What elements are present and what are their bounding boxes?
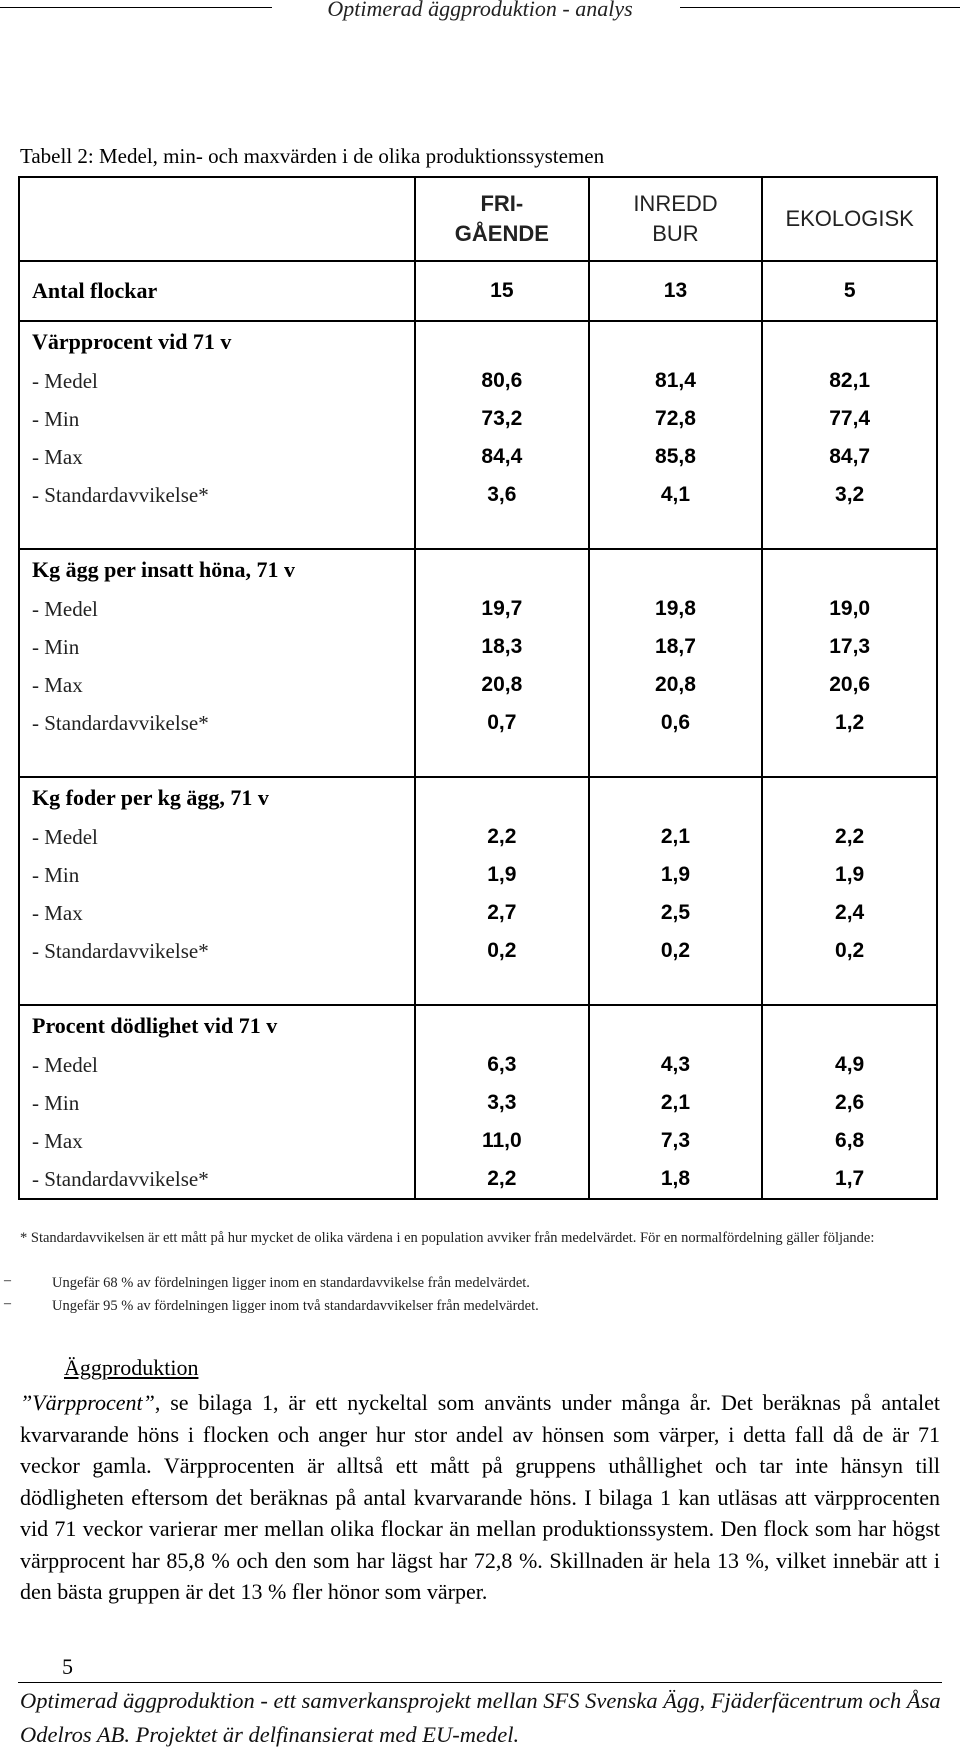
- cell-value: 2,7: [415, 894, 589, 932]
- group-title-row: [20, 549, 936, 590]
- row-label: - Medel: [32, 596, 98, 621]
- running-header: [0, 0, 960, 22]
- row-label: - Min: [32, 634, 80, 659]
- table-row: [20, 590, 936, 628]
- row-label: Antal flockar: [20, 261, 415, 321]
- group-title: Procent dödlighet vid 71 v: [32, 1013, 278, 1038]
- row-label: - Max: [32, 1128, 83, 1153]
- footer-rule: [18, 1682, 942, 1683]
- table-row: [20, 1084, 936, 1122]
- table-row: [20, 704, 936, 742]
- cell-value: 15: [415, 261, 589, 321]
- cell-value: 17,3: [762, 628, 936, 666]
- row-flocks: [20, 261, 936, 321]
- cell-value: 1,7: [762, 1160, 936, 1198]
- row-label: - Standardavvikelse*: [32, 1166, 209, 1191]
- page-number: 5: [62, 1654, 73, 1679]
- table-header-row: [20, 178, 936, 261]
- table-row: [20, 1122, 936, 1160]
- row-label: - Standardavvikelse*: [32, 482, 209, 507]
- paragraph-text: , se bilaga 1, är ett nyckeltal som använts under många år. Det beräknas på antalet kvarvarande höns i flocken och anger hur stor andel av hönsen som värper, i detta fall då de är 71 veckor gamla. Värpprocenten är alltså ett mått på gruppens uthållighet och tar inte hänsyn till dödligheten eftersom det beräknas på antal kvarvarande höns. I bilaga 1 kan utläsas att värpprocenten vid 71 veckor varierar mer mellan olika flockar än mellan produktionssystem. Den flock som har högst värpprocent har 85,8 % och den som har lägst har 72,8 %. Skillnaden är hela 13 %, vilket innebär att i den bästa gruppen är det 13 % fler hönor som värper.: [20, 1390, 940, 1604]
- cell-value: 11,0: [415, 1122, 589, 1160]
- bullet-dash: –: [4, 1273, 11, 1288]
- cell-value: 1,9: [415, 856, 589, 894]
- col-header-frigaende: FRI- GÅENDE: [415, 178, 589, 261]
- cell-value: 3,2: [762, 476, 936, 514]
- cell-value: 20,8: [415, 666, 589, 704]
- spacer-row: [20, 970, 936, 1005]
- table-row: [20, 856, 936, 894]
- table-row: [20, 1160, 936, 1198]
- spacer-row: [20, 514, 936, 549]
- row-label: - Min: [32, 862, 80, 887]
- cell-value: 81,4: [589, 362, 763, 400]
- row-label: - Standardavvikelse*: [32, 938, 209, 963]
- cell-value: 2,2: [762, 818, 936, 856]
- cell-value: 84,4: [415, 438, 589, 476]
- table-row: [20, 628, 936, 666]
- cell-value: 85,8: [589, 438, 763, 476]
- cell-value: 7,3: [589, 1122, 763, 1160]
- cell-value: 1,2: [762, 704, 936, 742]
- table-row: [20, 1046, 936, 1084]
- header-empty-cell: [20, 178, 415, 261]
- cell-value: 3,3: [415, 1084, 589, 1122]
- cell-value: 18,7: [589, 628, 763, 666]
- section-heading: Äggproduktion: [64, 1355, 199, 1380]
- cell-value: 6,3: [415, 1046, 589, 1084]
- cell-value: 82,1: [762, 362, 936, 400]
- group-title: Värpprocent vid 71 v: [32, 329, 232, 354]
- cell-value: 4,9: [762, 1046, 936, 1084]
- cell-value: 6,8: [762, 1122, 936, 1160]
- running-header-text: Optimerad äggproduktion - analys: [317, 0, 642, 21]
- table-row: [20, 894, 936, 932]
- cell-value: 4,3: [589, 1046, 763, 1084]
- footnote-bullet: Ungefär 68 % av fördelningen ligger inom en standardavvikelse från medelvärdet.: [52, 1275, 530, 1291]
- row-label: - Max: [32, 444, 83, 469]
- col-header-inredd-bur: INREDD BUR: [589, 178, 763, 261]
- cell-value: 1,9: [589, 856, 763, 894]
- cell-value: 0,2: [762, 932, 936, 970]
- row-label: - Standardavvikelse*: [32, 710, 209, 735]
- cell-value: 2,5: [589, 894, 763, 932]
- cell-value: 4,1: [589, 476, 763, 514]
- cell-value: 0,7: [415, 704, 589, 742]
- group-title-row: [20, 321, 936, 362]
- table-row: [20, 438, 936, 476]
- spacer-row: [20, 742, 936, 777]
- data-table: [18, 176, 938, 1200]
- row-label: - Medel: [32, 824, 98, 849]
- row-label: - Max: [32, 672, 83, 697]
- cell-value: 2,1: [589, 818, 763, 856]
- cell-value: 19,0: [762, 590, 936, 628]
- table-row: [20, 476, 936, 514]
- row-label: - Min: [32, 1090, 80, 1115]
- cell-value: 5: [762, 261, 936, 321]
- cell-value: 0,6: [589, 704, 763, 742]
- cell-value: 80,6: [415, 362, 589, 400]
- group-title-row: [20, 1005, 936, 1046]
- row-label: - Medel: [32, 1052, 98, 1077]
- page-footer: Optimerad äggproduktion - ett samverkansprojekt mellan SFS Svenska Ägg, Fjäderfäcentrum och Åsa Odelros AB. Projektet är delfinansierat med EU-medel.: [20, 1688, 941, 1747]
- cell-value: 1,9: [762, 856, 936, 894]
- table-row: [20, 932, 936, 970]
- table-row: [20, 362, 936, 400]
- cell-value: 77,4: [762, 400, 936, 438]
- cell-value: 19,7: [415, 590, 589, 628]
- cell-value: 2,2: [415, 818, 589, 856]
- bullet-dash: –: [4, 1296, 11, 1311]
- footnote-bullet: Ungefär 95 % av fördelningen ligger inom två standardavvikelser från medelvärdet.: [52, 1298, 539, 1314]
- cell-value: 73,2: [415, 400, 589, 438]
- cell-value: 3,6: [415, 476, 589, 514]
- cell-value: 19,8: [589, 590, 763, 628]
- cell-value: 72,8: [589, 400, 763, 438]
- table-row: [20, 818, 936, 856]
- row-label: - Max: [32, 900, 83, 925]
- table-row: [20, 666, 936, 704]
- group-title-row: [20, 777, 936, 818]
- cell-value: 2,4: [762, 894, 936, 932]
- cell-value: 0,2: [415, 932, 589, 970]
- cell-value: 18,3: [415, 628, 589, 666]
- cell-value: 1,8: [589, 1160, 763, 1198]
- group-title: Kg foder per kg ägg, 71 v: [32, 785, 269, 810]
- cell-value: 0,2: [589, 932, 763, 970]
- row-label: - Min: [32, 406, 80, 431]
- cell-value: 20,6: [762, 666, 936, 704]
- body-paragraph: [20, 1387, 940, 1608]
- footnote: * Standardavvikelsen är ett mått på hur mycket de olika värdena i en population avviker från medelvärdet. För en normalfördelning gäller följande:: [20, 1230, 875, 1246]
- cell-value: 2,1: [589, 1084, 763, 1122]
- cell-value: 20,8: [589, 666, 763, 704]
- cell-value: 2,2: [415, 1160, 589, 1198]
- group-title: Kg ägg per insatt höna, 71 v: [32, 557, 296, 582]
- table-caption: Tabell 2: Medel, min- och maxvärden i de olika produktionssystemen: [20, 144, 605, 168]
- cell-value: 13: [589, 261, 763, 321]
- term-italic: ”Värpprocent”: [20, 1390, 155, 1415]
- table-row: [20, 400, 936, 438]
- cell-value: 2,6: [762, 1084, 936, 1122]
- col-header-ekologisk: EKOLOGISK: [762, 178, 936, 261]
- cell-value: 84,7: [762, 438, 936, 476]
- row-label: - Medel: [32, 368, 98, 393]
